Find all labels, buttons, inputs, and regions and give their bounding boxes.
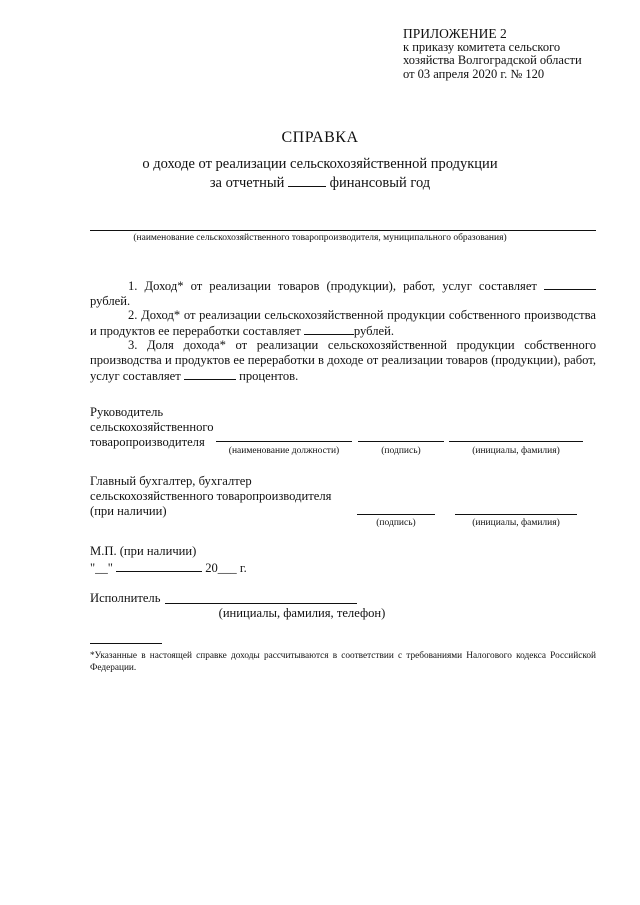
- accountant-label: [90, 474, 331, 519]
- item-3: [90, 338, 596, 384]
- accountant-label-line-1: Главный бухгалтер, бухгалтер: [90, 474, 252, 488]
- executor-caption: (инициалы, фамилия, телефон): [218, 606, 386, 620]
- item-2-blank[interactable]: [304, 323, 354, 335]
- document-subtitle: о доходе от реализации сельскохозяйственной продукции: [142, 156, 498, 172]
- document-period: [0, 175, 640, 192]
- appendix-title: ПРИЛОЖЕНИЕ 2: [403, 26, 507, 41]
- head-initials-line[interactable]: [449, 441, 583, 442]
- accountant-initials-caption: (инициалы, фамилия): [472, 518, 560, 528]
- period-prefix: за отчетный: [209, 175, 285, 191]
- head-signature-caption: (подпись): [381, 446, 421, 456]
- producer-caption: (наименование сельскохозяйственного товаропроизводителя, муниципального образования): [133, 233, 507, 243]
- head-label: [90, 405, 214, 450]
- date-month-blank[interactable]: [116, 560, 202, 572]
- item-3-unit: процентов.: [239, 369, 299, 383]
- executor-label: Исполнитель: [90, 591, 161, 605]
- item-1-unit: рублей.: [90, 294, 131, 308]
- accountant-signature-caption: (подпись): [376, 518, 416, 528]
- item-2-unit: рублей.: [353, 324, 394, 338]
- stamp-label: М.П. (при наличии): [90, 544, 197, 558]
- item-2: [90, 308, 596, 339]
- document-title: СПРАВКА: [281, 129, 359, 146]
- accountant-initials-line[interactable]: [455, 514, 577, 515]
- accountant-label-line-2: сельскохозяйственного товаропроизводителя: [90, 489, 332, 503]
- footnote-separator: [90, 643, 162, 644]
- date-year: 20___ г.: [205, 561, 247, 575]
- head-label-line-3: товаропроизводителя: [90, 435, 205, 449]
- producer-name-line[interactable]: [90, 230, 596, 231]
- head-position-line[interactable]: [216, 441, 352, 442]
- year-blank[interactable]: [288, 175, 326, 187]
- item-2-text: 2. Доход* от реализации сельскохозяйственной продукции собственного производства и продуктов ее переработки составляет: [90, 308, 596, 338]
- item-1-blank[interactable]: [544, 278, 596, 290]
- appendix-line-1: к приказу комитета сельского: [403, 39, 561, 54]
- item-3-text: 3. Доля дохода* от реализации сельскохозяйственной продукции собственного производства и продуктов ее переработки в доходе от реализации товаров (продукции), работ, услуг составляет: [90, 338, 596, 383]
- appendix-block: [403, 27, 582, 81]
- accountant-signature-line[interactable]: [357, 514, 435, 515]
- date-line: [90, 560, 247, 576]
- executor-line[interactable]: [165, 603, 357, 604]
- accountant-label-line-3: (при наличии): [90, 504, 167, 518]
- head-signature-line[interactable]: [358, 441, 444, 442]
- item-1-text: 1. Доход* от реализации товаров (продукции), работ, услуг составляет: [128, 279, 537, 293]
- head-initials-caption: (инициалы, фамилия): [472, 446, 560, 456]
- item-1: [90, 278, 596, 309]
- head-label-line-1: Руководитель: [90, 405, 164, 419]
- date-day[interactable]: "__": [90, 561, 113, 575]
- item-3-blank[interactable]: [184, 368, 236, 380]
- head-position-caption: (наименование должности): [228, 446, 340, 456]
- head-label-line-2: сельскохозяйственного: [90, 420, 214, 434]
- footnote: *Указанные в настоящей справке доходы рассчитываются в соответствии с требованиями Налогового кодекса Российской Федерации.: [90, 651, 596, 673]
- period-suffix: финансовый год: [329, 175, 431, 191]
- appendix-line-2: хозяйства Волгоградской области: [403, 53, 582, 67]
- appendix-line-3: от 03 апреля 2020 г. № 120: [403, 66, 545, 81]
